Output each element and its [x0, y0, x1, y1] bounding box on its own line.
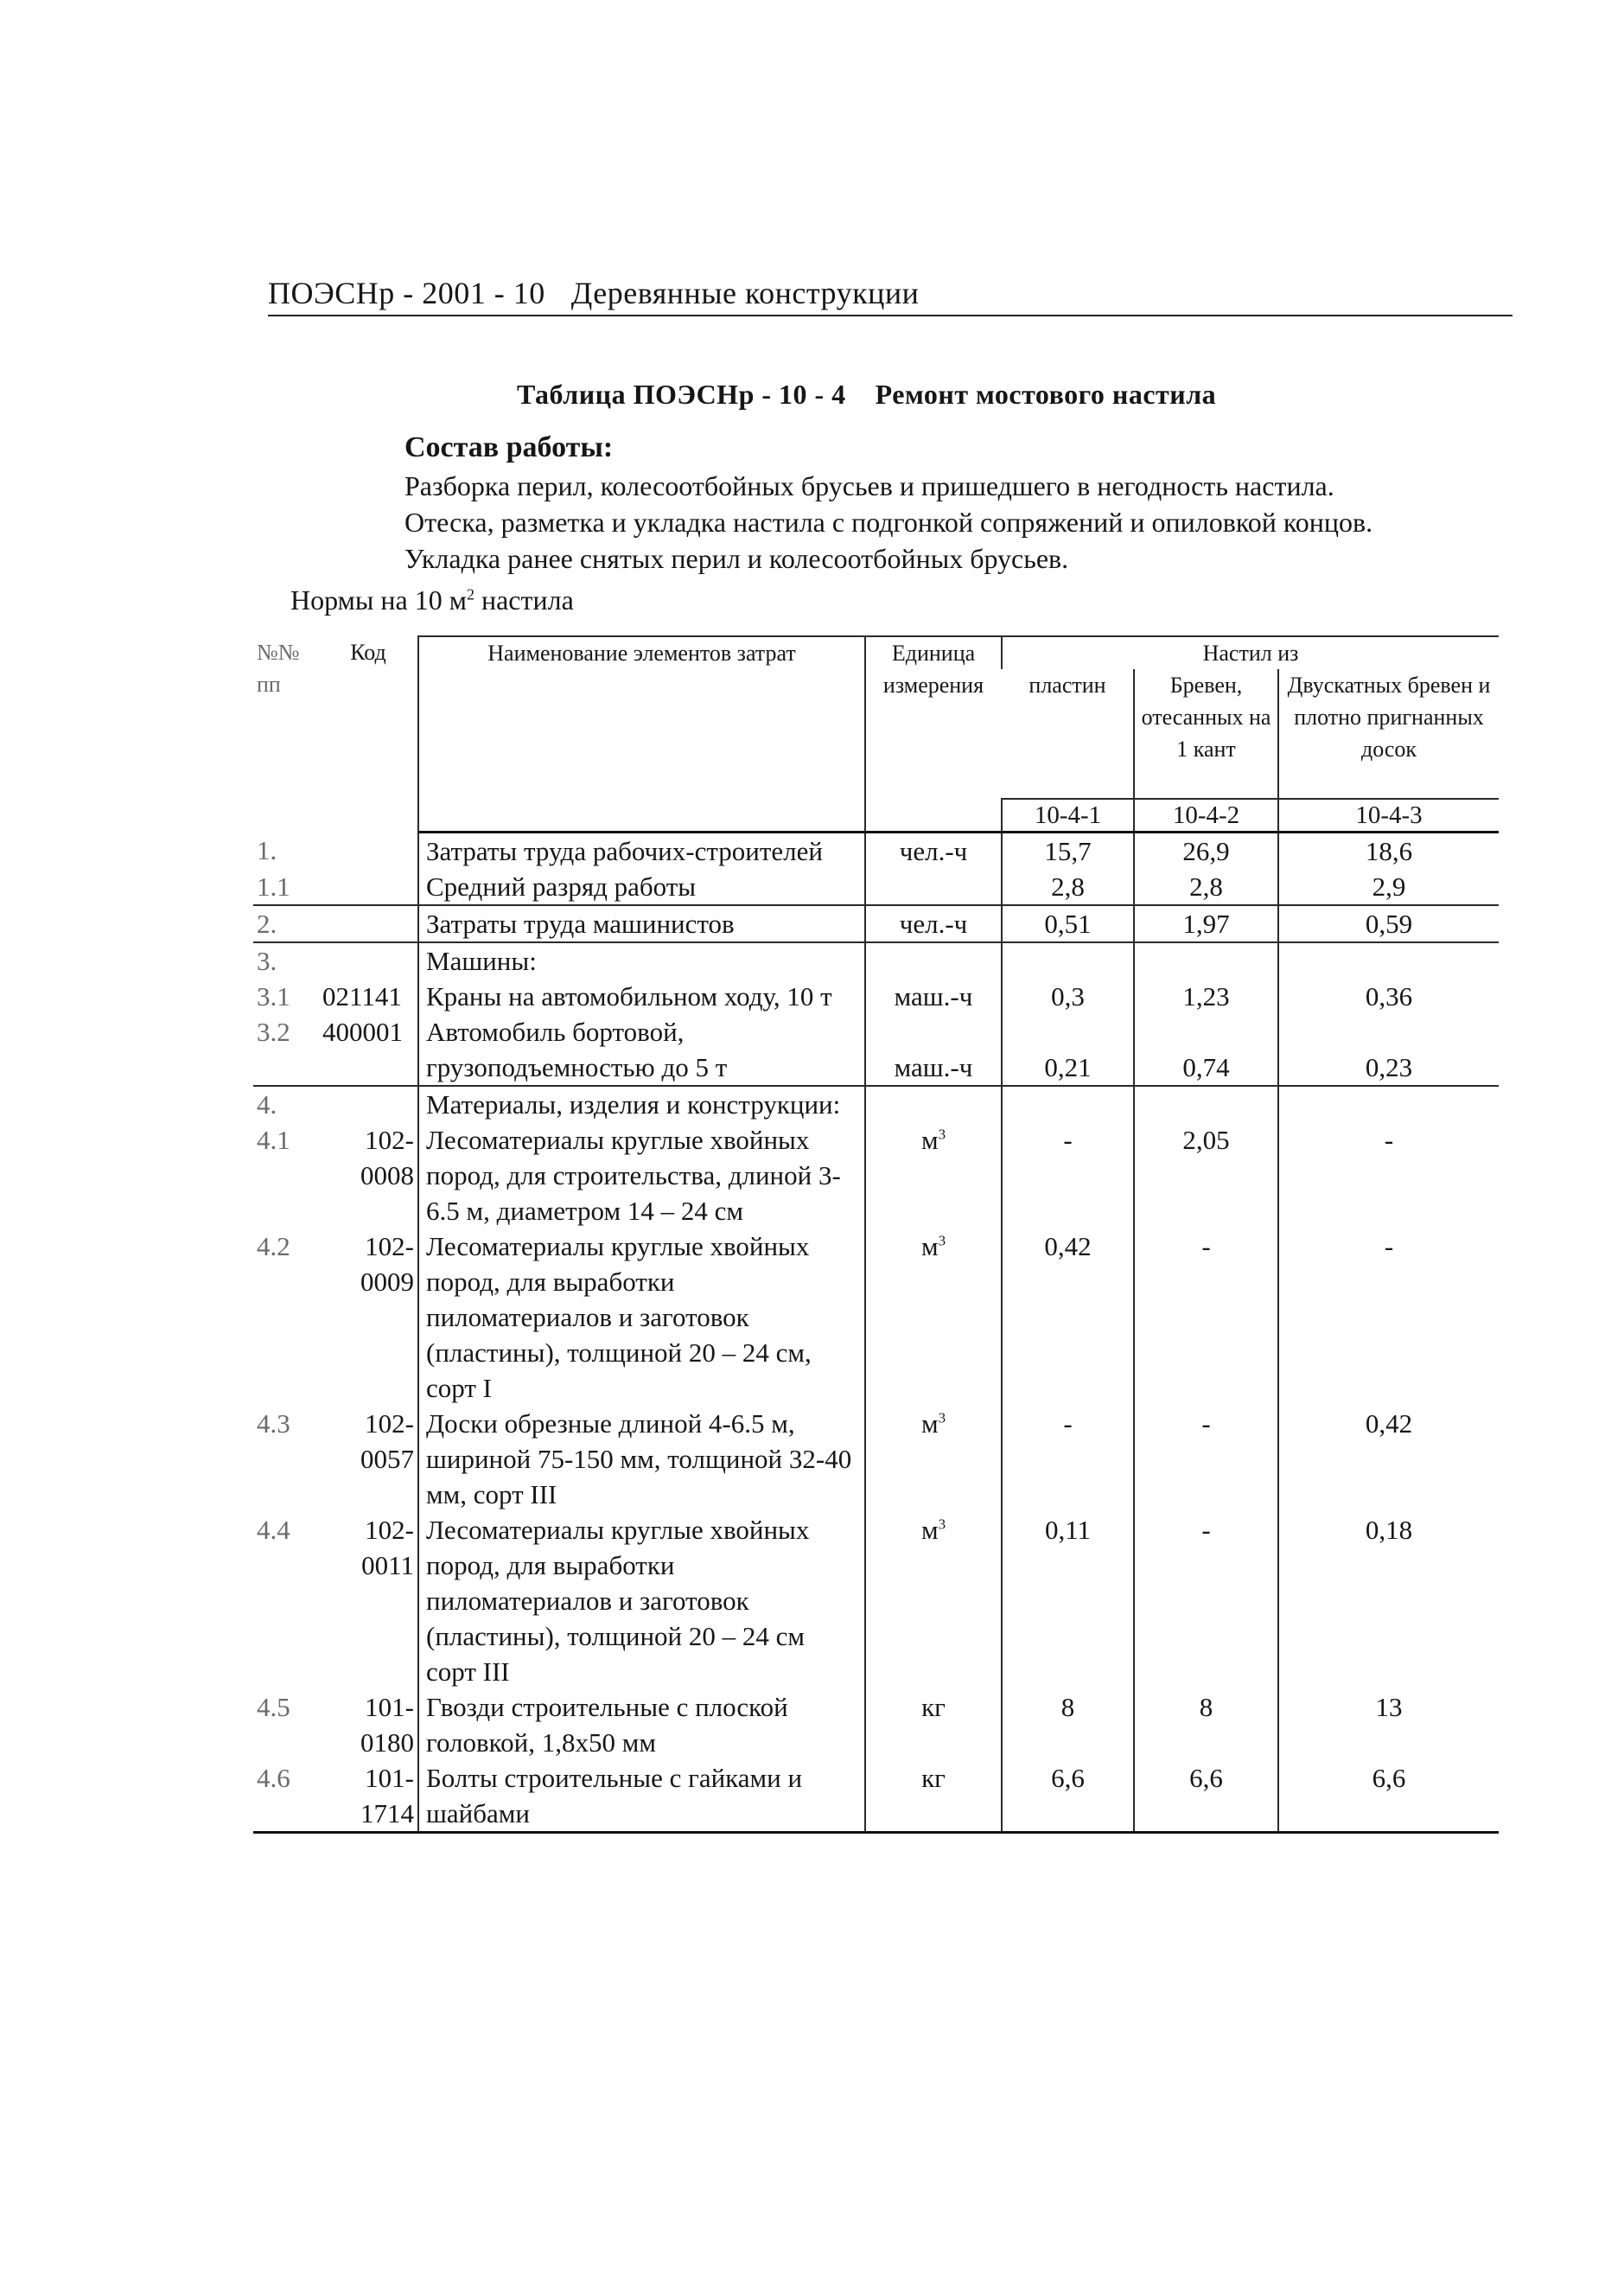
table-row: 2. Затраты труда машинистов чел.-ч 0,51 1,97 0,59: [253, 905, 1499, 942]
table-number: Таблица ПОЭСНр - 10 - 4: [517, 379, 846, 410]
row-name: Лесоматериалы круглые хвойных пород, для выработки пиломатериалов и заготовок (пластины), толщиной 20 – 24 см сорт III: [418, 1512, 865, 1689]
norm-codes-row: [253, 799, 1499, 833]
table-row: 4.6 101-1714 Болты строительные с гайками и шайбами кг 6,6 6,6 6,6: [253, 1760, 1499, 1833]
row-name: Затраты труда машинистов: [418, 905, 865, 942]
row-name: Гвозди строительные с плоской головкой, 1,8х50 мм: [418, 1689, 865, 1760]
table-row: 3.1 021141 Краны на автомобильном ходу, 10 т маш.-ч 0,3 1,23 0,36: [253, 979, 1499, 1014]
table-row: 4.5 101-0180 Гвозди строительные с плоской головкой, 1,8х50 мм кг 8 8 13: [253, 1689, 1499, 1760]
work-heading: Состав работы:: [404, 431, 614, 463]
col-name-header: Наименование элементов затрат: [418, 636, 865, 799]
col-boards-header: Двускатных бревен и плотно пригнанных досок: [1278, 669, 1499, 799]
work-line: Разборка перил, колесоотбойных брусьев и пришедшего в негодность настила.: [404, 470, 1334, 501]
col-logs-header: Бревен, отесанных на 1 кант: [1134, 669, 1278, 799]
col-code-header: Код: [350, 640, 386, 665]
row-code: 400001: [319, 1014, 418, 1086]
work-line: Укладка ранее снятых перил и колесоотбойных брусьев.: [404, 543, 1069, 574]
row-name: Лесоматериалы круглые хвойных пород, для строительства, длиной 3-6.5 м, диаметром 14 – 24 см: [418, 1122, 865, 1228]
running-header: [268, 275, 1513, 316]
table-row: 4.4 102-0011 Лесоматериалы круглые хвойных пород, для выработки пиломатериалов и заготовок (пластины), толщиной 20 – 24 см сорт III $м^3$ 0,11 - 0,18: [253, 1512, 1499, 1689]
row-code: 102-0057: [360, 1408, 414, 1474]
section-title: Деревянные конструкции: [570, 276, 920, 310]
row-name: Краны на автомобильном ходу, 10 т: [418, 979, 865, 1014]
table-name: Ремонт мостового настила: [875, 379, 1217, 410]
row-name: Машины:: [418, 942, 865, 979]
col-group-header: Настил из: [1002, 636, 1499, 669]
table-row: 4. Материалы, изделия и конструкции:: [253, 1086, 1499, 1122]
col-plates-header: пластин: [1029, 673, 1106, 698]
document-code: ПОЭСНр - 2001 - 10: [268, 276, 545, 310]
table-header-row: [253, 636, 1499, 669]
table-title: [517, 379, 1216, 411]
row-name: Доски обрезные длиной 4-6.5 м, шириной 75-150 мм, толщиной 32-40 мм, сорт III: [418, 1406, 865, 1512]
work-composition: [404, 430, 1372, 577]
col-unit-header: Единица измерения: [865, 636, 1002, 799]
row-name: Лесоматериалы круглые хвойных пород, для выработки пиломатериалов и заготовок (пластины), толщиной 20 – 24 см, сорт I: [418, 1228, 865, 1406]
table-row: 1. Затраты труда рабочих-строителей чел.-ч 15,7 26,9 18,6: [253, 833, 1499, 870]
row-name: Автомобиль бортовой, грузоподъемностью до 5 т: [418, 1014, 865, 1086]
row-name: Средний разряд работы: [418, 869, 865, 905]
table-row: 4.2 102-0009 Лесоматериалы круглые хвойных пород, для выработки пиломатериалов и заготовок (пластины), толщиной 20 – 24 см, сорт I $м^3$ 0,42 - -: [253, 1228, 1499, 1406]
row-code: 102-0008: [360, 1125, 414, 1190]
norm-code: 10-4-1: [1002, 799, 1134, 833]
row-name: Материалы, изделия и конструкции:: [418, 1086, 865, 1122]
row-code: 101-1714: [319, 1760, 418, 1833]
row-code: 102-0011: [361, 1515, 414, 1580]
row-code: 102-0009: [360, 1231, 414, 1297]
table-row: 4.1 102-0008 Лесоматериалы круглые хвойных пород, для строительства, длиной 3-6.5 м, диаметром 14 – 24 см $м^3$ - 2,05 -: [253, 1122, 1499, 1228]
row-name: Затраты труда рабочих-строителей: [418, 833, 865, 870]
norm-code: 10-4-3: [1278, 799, 1499, 833]
row-code: 021141: [322, 981, 402, 1011]
norm-code: 10-4-2: [1134, 799, 1278, 833]
table-row: 3. Машины:: [253, 942, 1499, 979]
norms-table: [253, 635, 1499, 1834]
row-code: 101-0180: [360, 1692, 414, 1758]
row-name: Болты строительные с гайками и шайбами: [418, 1760, 865, 1833]
col-number-header: №№ пп: [257, 640, 300, 697]
table-row: 4.3 102-0057 Доски обрезные длиной 4-6.5 м, шириной 75-150 мм, толщиной 32-40 мм, сорт III $м^3$ - - 0,42: [253, 1406, 1499, 1512]
work-line: Отеска, разметка и укладка настила с подгонкой сопряжений и опиловкой концов.: [404, 507, 1373, 538]
table-row: 3.2 400001 Автомобиль бортовой, грузоподъемностью до 5 т маш.-ч 0,21 0,74 0,23: [253, 1014, 1499, 1086]
table-row: 1.1 Средний разряд работы 2,8 2,8 2,9: [253, 869, 1499, 905]
norms-caption: Нормы на 10 $м^2$ настила: [290, 584, 574, 616]
